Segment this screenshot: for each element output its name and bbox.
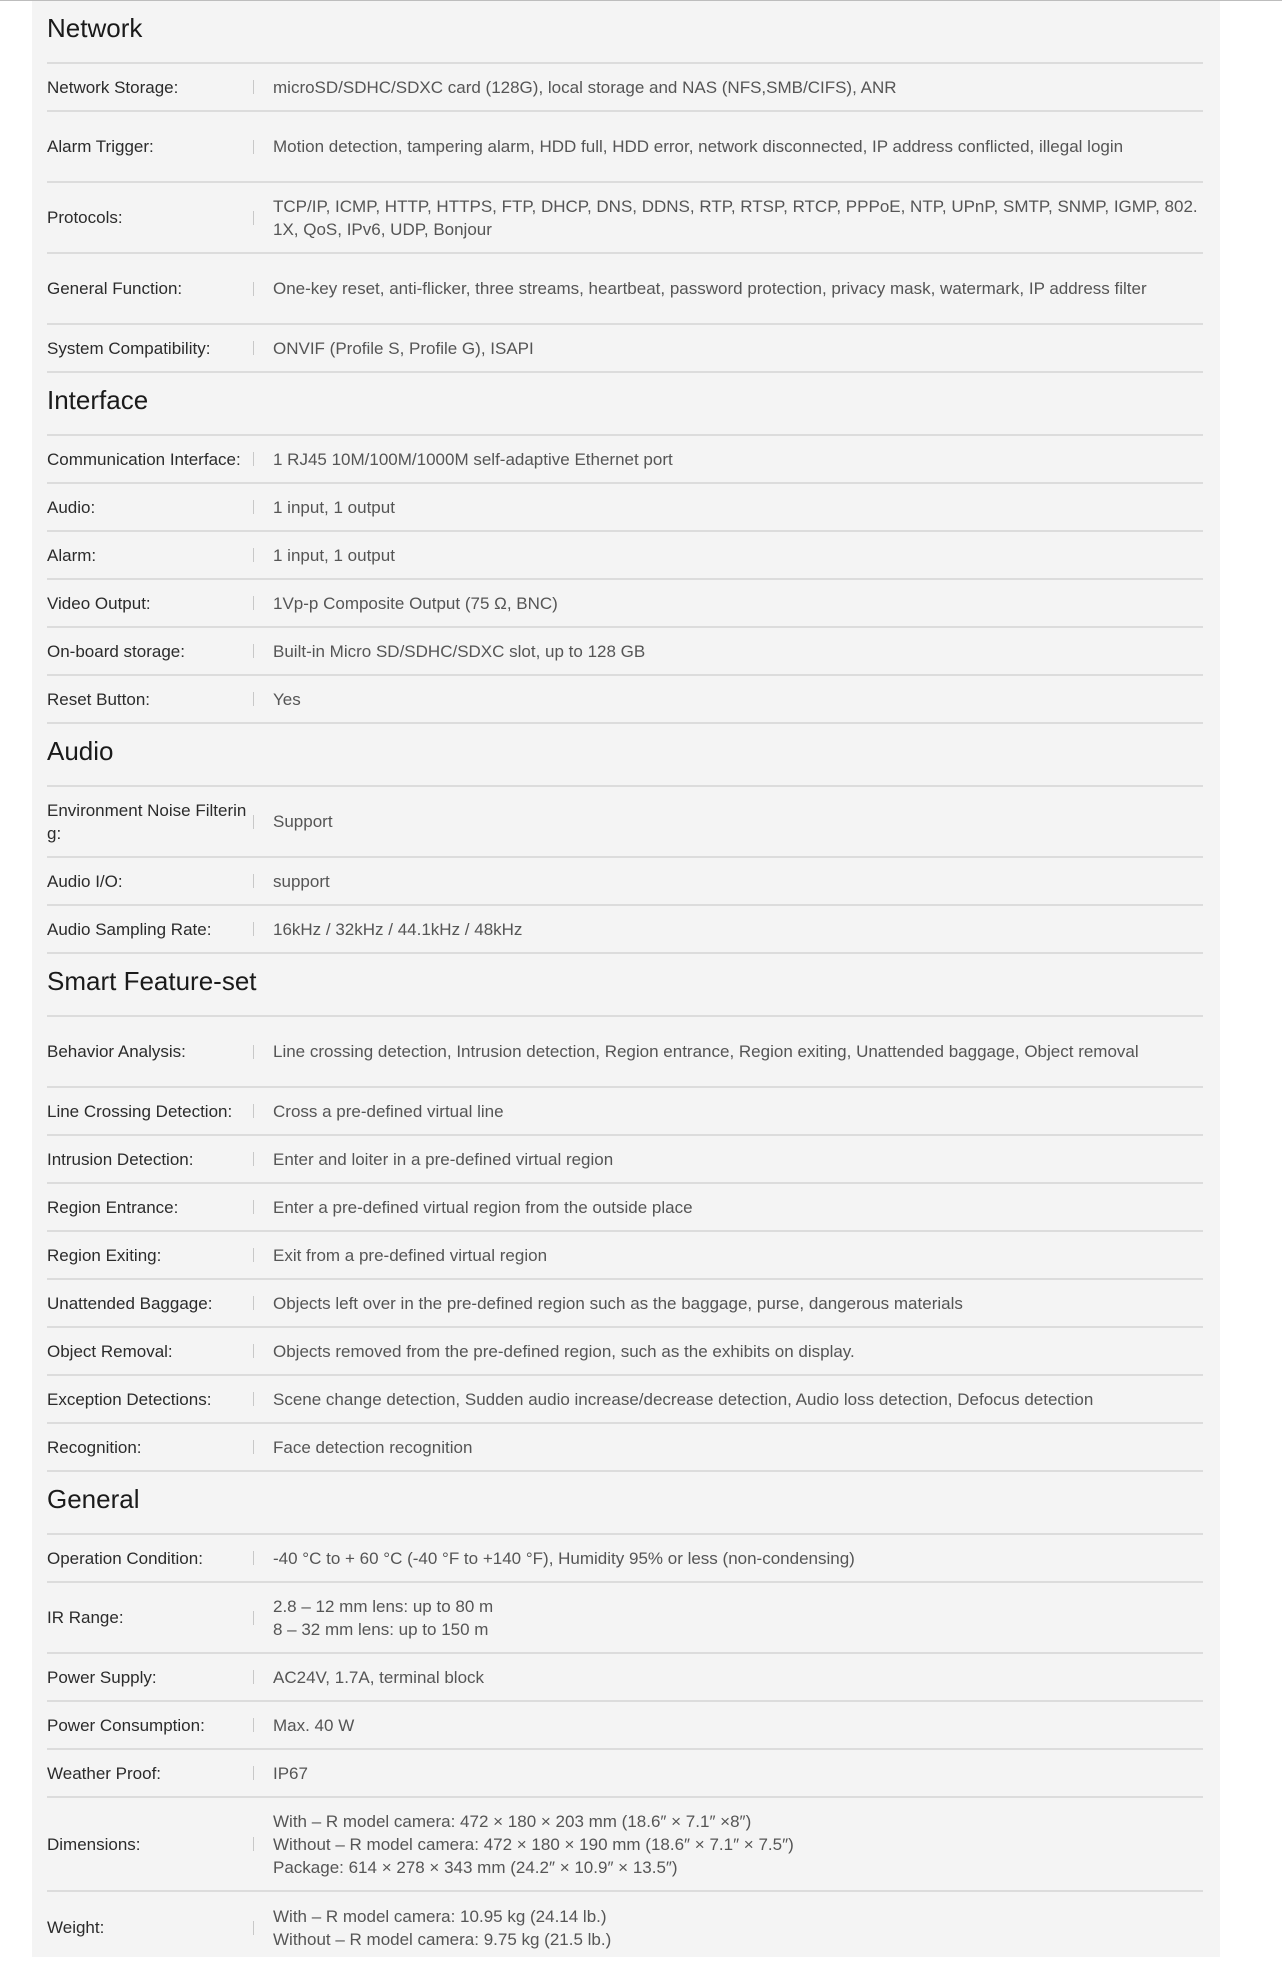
spec-row <box>47 532 1203 580</box>
spec-value <box>273 1762 1203 1785</box>
label-value-separator <box>253 1045 254 1059</box>
label-value-separator <box>253 548 254 562</box>
label-value-separator <box>253 644 254 658</box>
section-title-network: Network <box>47 1 1203 64</box>
spec-label: Reset Button: <box>47 689 151 709</box>
spec-row <box>47 436 1203 484</box>
spec-value-line: Objects left over in the pre-defined region such as the baggage, purse, dangerous materials <box>273 1293 963 1313</box>
spec-value <box>273 810 1203 833</box>
spec-value-line: Enter and loiter in a pre-defined virtual region <box>273 1149 614 1169</box>
spec-label: Audio: <box>47 497 96 517</box>
spec-value-line: One-key reset, anti-flicker, three streams, heartbeat, password protection, privacy mask, watermark, IP address filter <box>273 279 1147 298</box>
spec-value <box>273 1905 1203 1951</box>
label-value-separator <box>253 1104 254 1118</box>
spec-label: Protocols: <box>47 208 123 227</box>
spec-value-line: 8 – 32 mm lens: up to 150 m <box>273 1619 489 1639</box>
spec-value-line: Cross a pre-defined virtual line <box>273 1101 504 1121</box>
spec-value-line: Package: 614 × 278 × 343 mm (24.2″ × 10.9″ × 13.5″) <box>273 1857 678 1877</box>
spec-row <box>47 1136 1203 1184</box>
spec-value-line: Enter a pre-defined virtual region from the outside place <box>273 1197 693 1217</box>
spec-value <box>273 1714 1203 1737</box>
label-value-separator <box>253 452 254 466</box>
label-value-separator <box>253 1200 254 1214</box>
spec-label: Recognition: <box>47 1437 142 1457</box>
spec-value-line: IP67 <box>273 1763 308 1783</box>
spec-label: Exception Detections: <box>47 1389 212 1409</box>
spec-label: Dimensions: <box>47 1834 141 1854</box>
spec-row <box>47 1232 1203 1280</box>
spec-row <box>47 64 1203 112</box>
label-value-separator <box>253 1248 254 1262</box>
spec-value <box>273 640 1203 663</box>
section-title-interface: Interface <box>47 373 1203 436</box>
spec-label: On-board storage: <box>47 641 185 661</box>
spec-label: Environment Noise Filtering: <box>47 800 247 843</box>
spec-label: Unattended Baggage: <box>47 1293 213 1313</box>
spec-value-line: 16kHz / 32kHz / 44.1kHz / 48kHz <box>273 919 523 939</box>
spec-value-line: Without – R model camera: 472 × 180 × 190 mm (18.6″ × 7.1″ × 7.5″) <box>273 1834 794 1854</box>
spec-value-line: 1 input, 1 output <box>273 497 395 517</box>
spec-value-line: microSD/SDHC/SDXC card (128G), local storage and NAS (NFS,SMB/CIFS), ANR <box>273 77 897 97</box>
spec-row <box>47 628 1203 676</box>
spec-label: Audio Sampling Rate: <box>47 919 212 939</box>
spec-value <box>273 1810 1203 1879</box>
spec-value <box>273 337 1203 360</box>
spec-value <box>273 592 1203 615</box>
spec-label: Network Storage: <box>47 77 179 97</box>
spec-value-line: ONVIF (Profile S, Profile G), ISAPI <box>273 338 534 358</box>
spec-row <box>47 112 1203 183</box>
spec-value-line: Line crossing detection, Intrusion detection, Region entrance, Region exiting, Unattended baggage, Object removal <box>273 1042 1139 1061</box>
spec-label: Operation Condition: <box>47 1548 203 1568</box>
spec-value <box>273 448 1203 471</box>
label-value-separator <box>253 815 254 829</box>
spec-value <box>273 135 1203 158</box>
spec-panel <box>32 1 1220 1957</box>
spec-row <box>47 1702 1203 1750</box>
spec-value <box>273 277 1203 300</box>
label-value-separator <box>253 500 254 514</box>
label-value-separator <box>253 1551 254 1565</box>
label-value-separator <box>253 596 254 610</box>
spec-label: General Function: <box>47 279 183 298</box>
spec-value <box>273 1148 1203 1171</box>
spec-value <box>273 544 1203 567</box>
spec-label: Video Output: <box>47 593 151 613</box>
label-value-separator <box>253 1837 254 1851</box>
spec-row <box>47 1184 1203 1232</box>
spec-row <box>47 906 1203 954</box>
spec-value-line: Scene change detection, Sudden audio increase/decrease detection, Audio loss detection, Defocus detection <box>273 1389 1094 1409</box>
label-value-separator <box>253 922 254 936</box>
spec-row <box>47 254 1203 325</box>
spec-value <box>273 1196 1203 1219</box>
spec-row <box>47 1424 1203 1472</box>
spec-value-line: 1 RJ45 10M/100M/1000M self-adaptive Ethernet port <box>273 449 673 469</box>
spec-value <box>273 1595 1203 1641</box>
spec-label: Power Supply: <box>47 1667 157 1687</box>
spec-label: Power Consumption: <box>47 1715 205 1735</box>
spec-value-line: -40 °C to + 60 °C (-40 °F to +140 °F), Humidity 95% or less (non-condensing) <box>273 1548 855 1568</box>
spec-value-line: Exit from a pre-defined virtual region <box>273 1245 548 1265</box>
spec-value <box>273 1388 1203 1411</box>
label-value-separator <box>253 1718 254 1732</box>
spec-value-line: With – R model camera: 472 × 180 × 203 mm (18.6″ × 7.1″ ×8″) <box>273 1811 752 1831</box>
spec-list <box>32 1 1203 1963</box>
spec-value-line: Objects removed from the pre-defined region, such as the exhibits on display. <box>273 1341 855 1361</box>
label-value-separator <box>253 1921 254 1935</box>
label-value-separator <box>253 1611 254 1625</box>
spec-label: Intrusion Detection: <box>47 1149 194 1169</box>
spec-value <box>273 1436 1203 1459</box>
label-value-separator <box>253 1670 254 1684</box>
spec-value <box>273 76 1203 99</box>
spec-row <box>47 858 1203 906</box>
section-title-smart-feature-set: Smart Feature-set <box>47 954 1203 1017</box>
spec-value-line: Support <box>273 812 333 831</box>
spec-row <box>47 1892 1203 1963</box>
spec-value-line: Face detection recognition <box>273 1437 473 1457</box>
spec-value-line: Max. 40 W <box>273 1715 355 1735</box>
spec-value-line: Motion detection, tampering alarm, HDD full, HDD error, network disconnected, IP address conflicted, illegal login <box>273 137 1124 156</box>
label-value-separator <box>253 692 254 706</box>
spec-value <box>273 1666 1203 1689</box>
spec-value <box>273 918 1203 941</box>
label-value-separator <box>253 341 254 355</box>
spec-label: Alarm: <box>47 545 97 565</box>
spec-label: Weather Proof: <box>47 1763 162 1783</box>
spec-value-line: TCP/IP, ICMP, HTTP, HTTPS, FTP, DHCP, DNS, DDNS, RTP, RTSP, RTCP, PPPoE, NTP, UPnP, SMTP, SNMP, IGMP, 802.1X, QoS, IPv6, UDP, Bonjour <box>273 196 1198 239</box>
spec-value <box>273 1040 1203 1063</box>
label-value-separator <box>253 1392 254 1406</box>
section-title-audio: Audio <box>47 724 1203 787</box>
spec-row <box>47 676 1203 724</box>
spec-value-line: AC24V, 1.7A, terminal block <box>273 1667 485 1687</box>
label-value-separator <box>253 874 254 888</box>
spec-label: System Compatibility: <box>47 338 211 358</box>
spec-row <box>47 1088 1203 1136</box>
spec-label: Region Exiting: <box>47 1245 162 1265</box>
label-value-separator <box>253 140 254 154</box>
spec-row <box>47 183 1203 254</box>
spec-row <box>47 1280 1203 1328</box>
spec-value-line: Built-in Micro SD/SDHC/SDXC slot, up to 128 GB <box>273 641 646 661</box>
spec-row <box>47 1798 1203 1892</box>
label-value-separator <box>253 282 254 296</box>
spec-row <box>47 1583 1203 1654</box>
spec-value <box>273 688 1203 711</box>
spec-value-line: support <box>273 871 330 891</box>
spec-row <box>47 787 1203 858</box>
spec-row <box>47 1654 1203 1702</box>
spec-row <box>47 580 1203 628</box>
spec-label: Object Removal: <box>47 1341 173 1361</box>
label-value-separator <box>253 1296 254 1310</box>
section-title-general: General <box>47 1472 1203 1535</box>
label-value-separator <box>253 1152 254 1166</box>
spec-label: Line Crossing Detection: <box>47 1101 233 1121</box>
spec-value-line: 2.8 – 12 mm lens: up to 80 m <box>273 1596 494 1616</box>
spec-row <box>47 1017 1203 1088</box>
spec-value-line: Without – R model camera: 9.75 kg (21.5 lb.) <box>273 1929 612 1949</box>
spec-value <box>273 1292 1203 1315</box>
label-value-separator <box>253 211 254 225</box>
spec-value <box>273 195 1203 241</box>
spec-value <box>273 1547 1203 1570</box>
spec-value <box>273 870 1203 893</box>
spec-row <box>47 484 1203 532</box>
spec-value <box>273 1100 1203 1123</box>
label-value-separator <box>253 1344 254 1358</box>
spec-row <box>47 325 1203 373</box>
spec-row <box>47 1328 1203 1376</box>
spec-label: Region Entrance: <box>47 1197 179 1217</box>
label-value-separator <box>253 80 254 94</box>
spec-value-line: Yes <box>273 689 301 709</box>
label-value-separator <box>253 1766 254 1780</box>
label-value-separator <box>253 1440 254 1454</box>
spec-value <box>273 496 1203 519</box>
spec-value <box>273 1340 1203 1363</box>
spec-label: Weight: <box>47 1918 105 1937</box>
spec-value-line: 1 input, 1 output <box>273 545 395 565</box>
spec-row <box>47 1750 1203 1798</box>
spec-label: Communication Interface: <box>47 449 241 469</box>
spec-label: Behavior Analysis: <box>47 1042 186 1061</box>
spec-row <box>47 1535 1203 1583</box>
spec-label: Alarm Trigger: <box>47 137 154 156</box>
spec-row <box>47 1376 1203 1424</box>
spec-label: IR Range: <box>47 1608 124 1627</box>
spec-value-line: 1Vp-p Composite Output (75 Ω, BNC) <box>273 593 558 613</box>
spec-label: Audio I/O: <box>47 871 123 891</box>
spec-value-line: With – R model camera: 10.95 kg (24.14 lb.) <box>273 1906 607 1926</box>
spec-value <box>273 1244 1203 1267</box>
